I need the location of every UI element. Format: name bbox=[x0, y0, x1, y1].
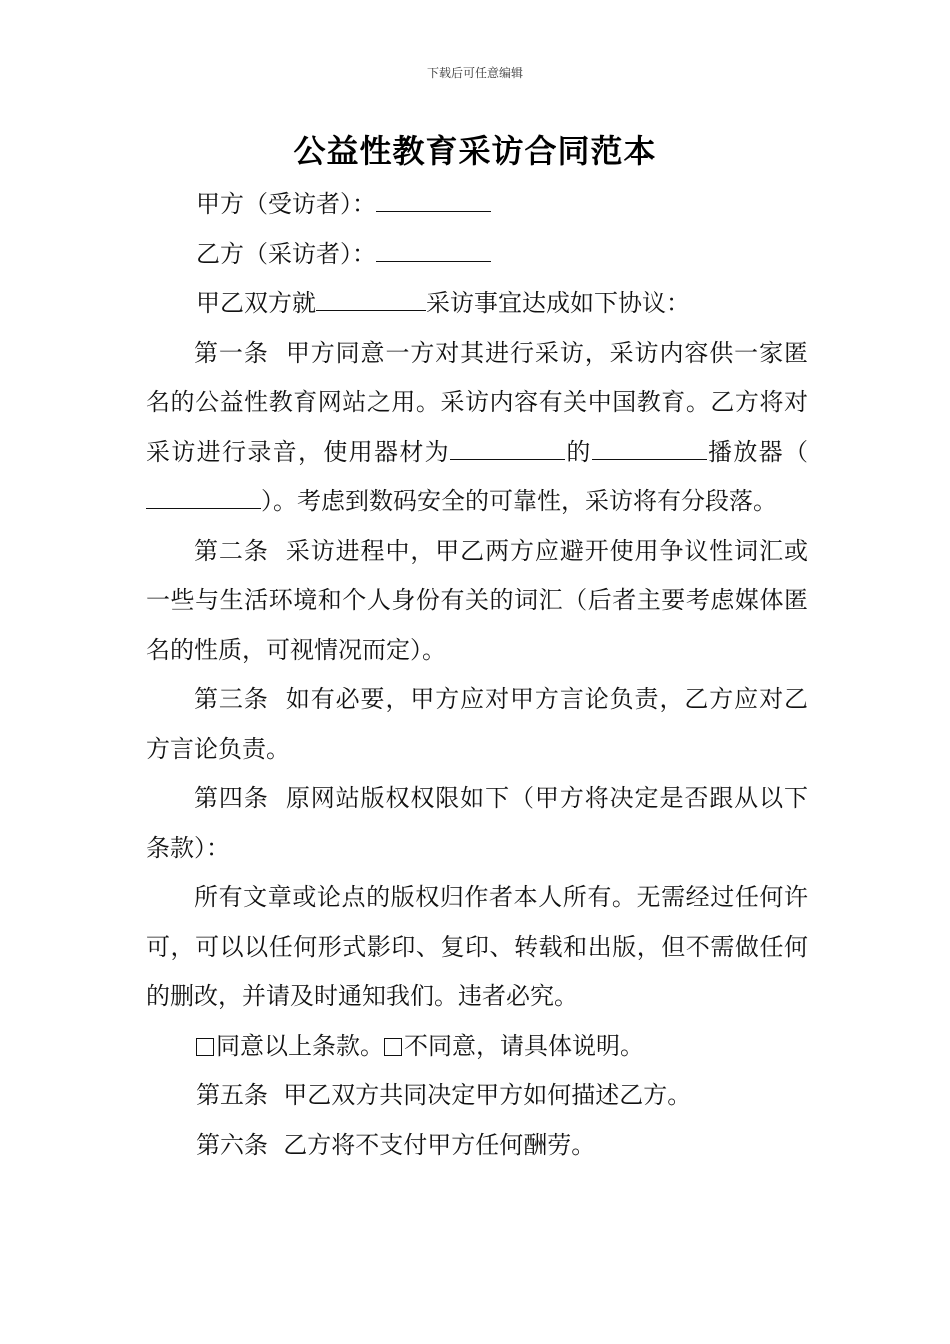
intro-line bbox=[146, 279, 808, 329]
party-b-label: 乙方（采访者）： bbox=[196, 239, 376, 268]
copyright-terms: 所有文章或论点的版权归作者本人所有。无需经过任何许可，可以以任何形式影印、复印、转载和出版，但不需做任何的删改，并请及时通知我们。违者必究。 bbox=[146, 883, 808, 1010]
agree-label: 同意以上条款。 bbox=[216, 1031, 384, 1060]
options-line bbox=[146, 1022, 808, 1072]
article-2-heading: 第二条 bbox=[194, 536, 269, 565]
article-1-text-2: 的 bbox=[565, 437, 592, 466]
article-1-text-1: 甲方同意一方对其进行采访，采访内容供一家匿名的公益性教育网站之用。采访内容有关中国教育。乙方将对采访进行录音，使用器材为 bbox=[146, 338, 808, 466]
disagree-checkbox[interactable] bbox=[384, 1038, 402, 1056]
article-3-heading: 第三条 bbox=[194, 685, 269, 713]
article-5 bbox=[146, 1071, 808, 1121]
intro-blank bbox=[316, 285, 426, 311]
article-3-text: 如有必要，甲方应对甲方言论负责，乙方应对乙方言论负责。 bbox=[146, 685, 808, 763]
article-4-text: 原网站版权权限如下（甲方将决定是否跟从以下条款）： bbox=[146, 784, 808, 862]
article-6-text: 乙方将不支付甲方任何酬劳。 bbox=[283, 1130, 596, 1159]
article-5-heading: 第五条 bbox=[196, 1081, 268, 1109]
article-6-heading: 第六条 bbox=[196, 1130, 268, 1159]
party-b-line bbox=[146, 230, 808, 280]
article-4-heading: 第四条 bbox=[194, 784, 269, 812]
document-title: 公益性教育采访合同范本 bbox=[293, 132, 657, 170]
article-1-heading: 第一条 bbox=[194, 338, 269, 367]
player-blank bbox=[146, 483, 261, 509]
party-a-label: 甲方（受访者）： bbox=[196, 190, 376, 218]
article-4 bbox=[146, 774, 808, 873]
contract-body bbox=[146, 180, 808, 1170]
agree-checkbox[interactable] bbox=[196, 1038, 214, 1056]
article-3 bbox=[146, 675, 808, 774]
article-2 bbox=[146, 527, 808, 676]
header-note: 下载后可任意编辑 bbox=[426, 66, 523, 80]
article-5-text: 甲乙双方共同决定甲方如何描述乙方。 bbox=[283, 1081, 692, 1109]
party-a-blank bbox=[376, 186, 491, 212]
party-a-line bbox=[146, 180, 808, 230]
article-6 bbox=[146, 1121, 808, 1171]
article-1 bbox=[146, 329, 808, 527]
party-b-blank bbox=[376, 235, 491, 261]
article-1-text-4: ）。考虑到数码安全的可靠性，采访将有分段落。 bbox=[261, 487, 777, 515]
intro-before: 甲乙双方就 bbox=[196, 289, 316, 317]
article-2-text: 采访进程中，甲乙两方应避开使用争议性词汇或一些与生活环境和个人身份有关的词汇（后者主要考虑媒体匿名的性质，可视情况而定）。 bbox=[146, 536, 808, 664]
intro-after: 采访事宜达成如下协议： bbox=[426, 289, 690, 317]
disagree-label: 不同意，请具体说明。 bbox=[404, 1031, 644, 1060]
equipment-blank bbox=[450, 433, 565, 459]
equipment-model-blank bbox=[592, 433, 707, 459]
article-1-text-3: 播放器（ bbox=[706, 437, 809, 466]
